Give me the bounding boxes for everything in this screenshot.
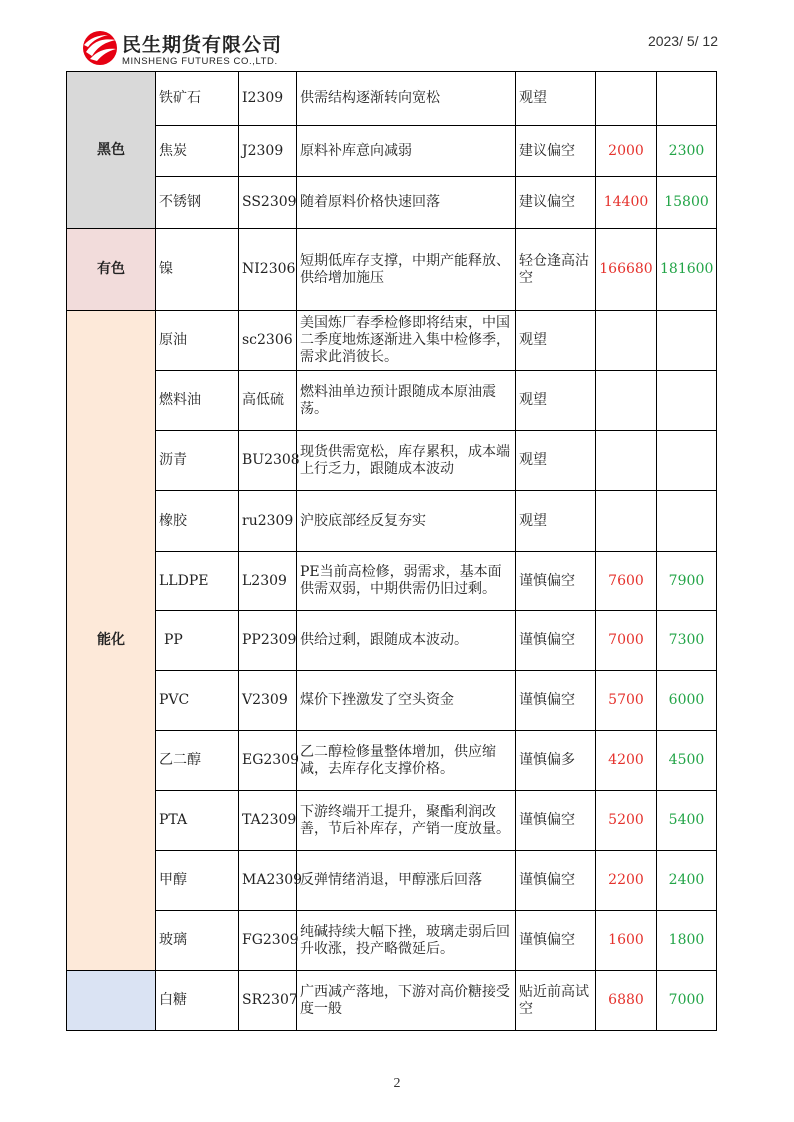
strategy: 谨慎偏空 [516, 851, 596, 911]
stop-price: 4500 [657, 731, 717, 791]
table-row [67, 431, 717, 491]
stop-price [657, 491, 717, 552]
entry-price: 5200 [596, 791, 657, 851]
entry-price: 4200 [596, 731, 657, 791]
market-view: 燃料油单边预计跟随成本原油震荡。 [297, 371, 516, 431]
table-row [67, 126, 717, 177]
table-row [67, 371, 717, 431]
category-black: 黑色 [67, 72, 156, 229]
market-view: 短期低库存支撑，中期产能释放、供给增加施压 [297, 229, 516, 311]
market-view: 沪胶底部经反复夯实 [297, 491, 516, 552]
table-row [67, 971, 717, 1031]
market-view: 反弹情绪消退，甲醇涨后回落 [297, 851, 516, 911]
stop-price [657, 371, 717, 431]
page-number: 2 [393, 1076, 401, 1091]
strategy: 观望 [516, 431, 596, 491]
strategy: 谨慎偏空 [516, 552, 596, 611]
contract-code: J2309 [239, 126, 297, 177]
category-energy: 能化 [67, 311, 156, 971]
table-row [67, 671, 717, 731]
product-name: PTA [156, 791, 239, 851]
product-name: LLDPE [156, 552, 239, 611]
product-name: 镍 [156, 229, 239, 311]
entry-price [596, 72, 657, 126]
table-row [67, 72, 717, 126]
strategy: 谨慎偏空 [516, 611, 596, 671]
contract-code: I2309 [239, 72, 297, 126]
product-name: 不锈钢 [156, 177, 239, 229]
product-name: 甲醇 [156, 851, 239, 911]
product-name: 橡胶 [156, 491, 239, 552]
product-name: 玻璃 [156, 911, 239, 971]
entry-price: 2200 [596, 851, 657, 911]
market-view: 现货供需宽松，库存累积，成本端上行乏力，跟随成本波动 [297, 431, 516, 491]
contract-code: ru2309 [239, 491, 297, 552]
market-view: PE当前高检修，弱需求，基本面供需双弱，中期供需仍旧过剩。 [297, 552, 516, 611]
page-header [0, 0, 794, 72]
product-name: 乙二醇 [156, 731, 239, 791]
stop-price: 2300 [657, 126, 717, 177]
product-name: 铁矿石 [156, 72, 239, 126]
strategy: 谨慎偏空 [516, 791, 596, 851]
contract-code: EG2309 [239, 731, 297, 791]
table-row [67, 851, 717, 911]
market-view: 供给过剩，跟随成本波动。 [297, 611, 516, 671]
entry-price: 2000 [596, 126, 657, 177]
table-row [67, 311, 717, 371]
strategy: 谨慎偏空 [516, 911, 596, 971]
table-row [67, 552, 717, 611]
table-row [67, 229, 717, 311]
market-view: 原料补库意向减弱 [297, 126, 516, 177]
market-view: 美国炼厂春季检修即将结束，中国二季度地炼逐渐进入集中检修季，需求此消彼长。 [297, 311, 516, 371]
entry-price [596, 311, 657, 371]
strategy-table [66, 71, 717, 1031]
company-name-en: MINSHENG FUTURES CO.,LTD. [122, 56, 278, 67]
stop-price: 1800 [657, 911, 717, 971]
contract-code: NI2306 [239, 229, 297, 311]
stop-price [657, 431, 717, 491]
stop-price [657, 311, 717, 371]
product-name: 原油 [156, 311, 239, 371]
category-soft [67, 971, 156, 1031]
strategy: 贴近前高试空 [516, 971, 596, 1031]
entry-price: 6880 [596, 971, 657, 1031]
contract-code: MA2309 [239, 851, 297, 911]
stop-price: 7000 [657, 971, 717, 1031]
entry-price [596, 371, 657, 431]
entry-price: 7000 [596, 611, 657, 671]
entry-price: 14400 [596, 177, 657, 229]
stop-price: 2400 [657, 851, 717, 911]
stop-price: 5400 [657, 791, 717, 851]
stop-price [657, 72, 717, 126]
entry-price [596, 431, 657, 491]
product-name: 焦炭 [156, 126, 239, 177]
contract-code: V2309 [239, 671, 297, 731]
market-view: 下游终端开工提升，聚酯利润改善，节后补库存，产销一度放量。 [297, 791, 516, 851]
product-name: 燃料油 [156, 371, 239, 431]
contract-code: TA2309 [239, 791, 297, 851]
table-row [67, 177, 717, 229]
product-name: 白糖 [156, 971, 239, 1031]
contract-code: SR2307 [239, 971, 297, 1031]
table-row [67, 731, 717, 791]
market-view: 供需结构逐渐转向宽松 [297, 72, 516, 126]
strategy: 建议偏空 [516, 126, 596, 177]
market-view: 纯碱持续大幅下挫，玻璃走弱后回升收涨，投产略微延后。 [297, 911, 516, 971]
contract-code: PP2309 [239, 611, 297, 671]
product-name: 沥青 [156, 431, 239, 491]
contract-code: SS2309 [239, 177, 297, 229]
contract-code: FG2309 [239, 911, 297, 971]
product-name: PVC [156, 671, 239, 731]
strategy: 观望 [516, 371, 596, 431]
contract-code: 高低硫 [239, 371, 297, 431]
strategy: 谨慎偏多 [516, 731, 596, 791]
stop-price: 181600 [657, 229, 717, 311]
strategy: 轻仓逢高沽空 [516, 229, 596, 311]
strategy: 谨慎偏空 [516, 671, 596, 731]
minsheng-logo-icon [80, 28, 120, 68]
strategy: 建议偏空 [516, 177, 596, 229]
company-name-cn: 民生期货有限公司 [122, 34, 283, 56]
market-view: 随着原料价格快速回落 [297, 177, 516, 229]
strategy: 观望 [516, 491, 596, 552]
market-view: 煤价下挫激发了空头资金 [297, 671, 516, 731]
report-date: 2023/ 5/ 12 [647, 33, 718, 49]
table-row [67, 611, 717, 671]
table-row [67, 791, 717, 851]
stop-price: 15800 [657, 177, 717, 229]
stop-price: 7900 [657, 552, 717, 611]
strategy: 观望 [516, 72, 596, 126]
stop-price: 7300 [657, 611, 717, 671]
category-nonferrous: 有色 [67, 229, 156, 311]
entry-price: 1600 [596, 911, 657, 971]
contract-code: sc2306 [239, 311, 297, 371]
strategy: 观望 [516, 311, 596, 371]
market-view: 乙二醇检修量整体增加，供应缩减，去库存化支撑价格。 [297, 731, 516, 791]
market-view: 广西减产落地，下游对高价糖接受度一般 [297, 971, 516, 1031]
entry-price: 7600 [596, 552, 657, 611]
table-row [67, 911, 717, 971]
contract-code: L2309 [239, 552, 297, 611]
contract-code: BU2308 [239, 431, 297, 491]
table-row [67, 491, 717, 552]
entry-price: 166680 [596, 229, 657, 311]
entry-price: 5700 [596, 671, 657, 731]
entry-price [596, 491, 657, 552]
product-name: PP [156, 611, 239, 671]
stop-price: 6000 [657, 671, 717, 731]
